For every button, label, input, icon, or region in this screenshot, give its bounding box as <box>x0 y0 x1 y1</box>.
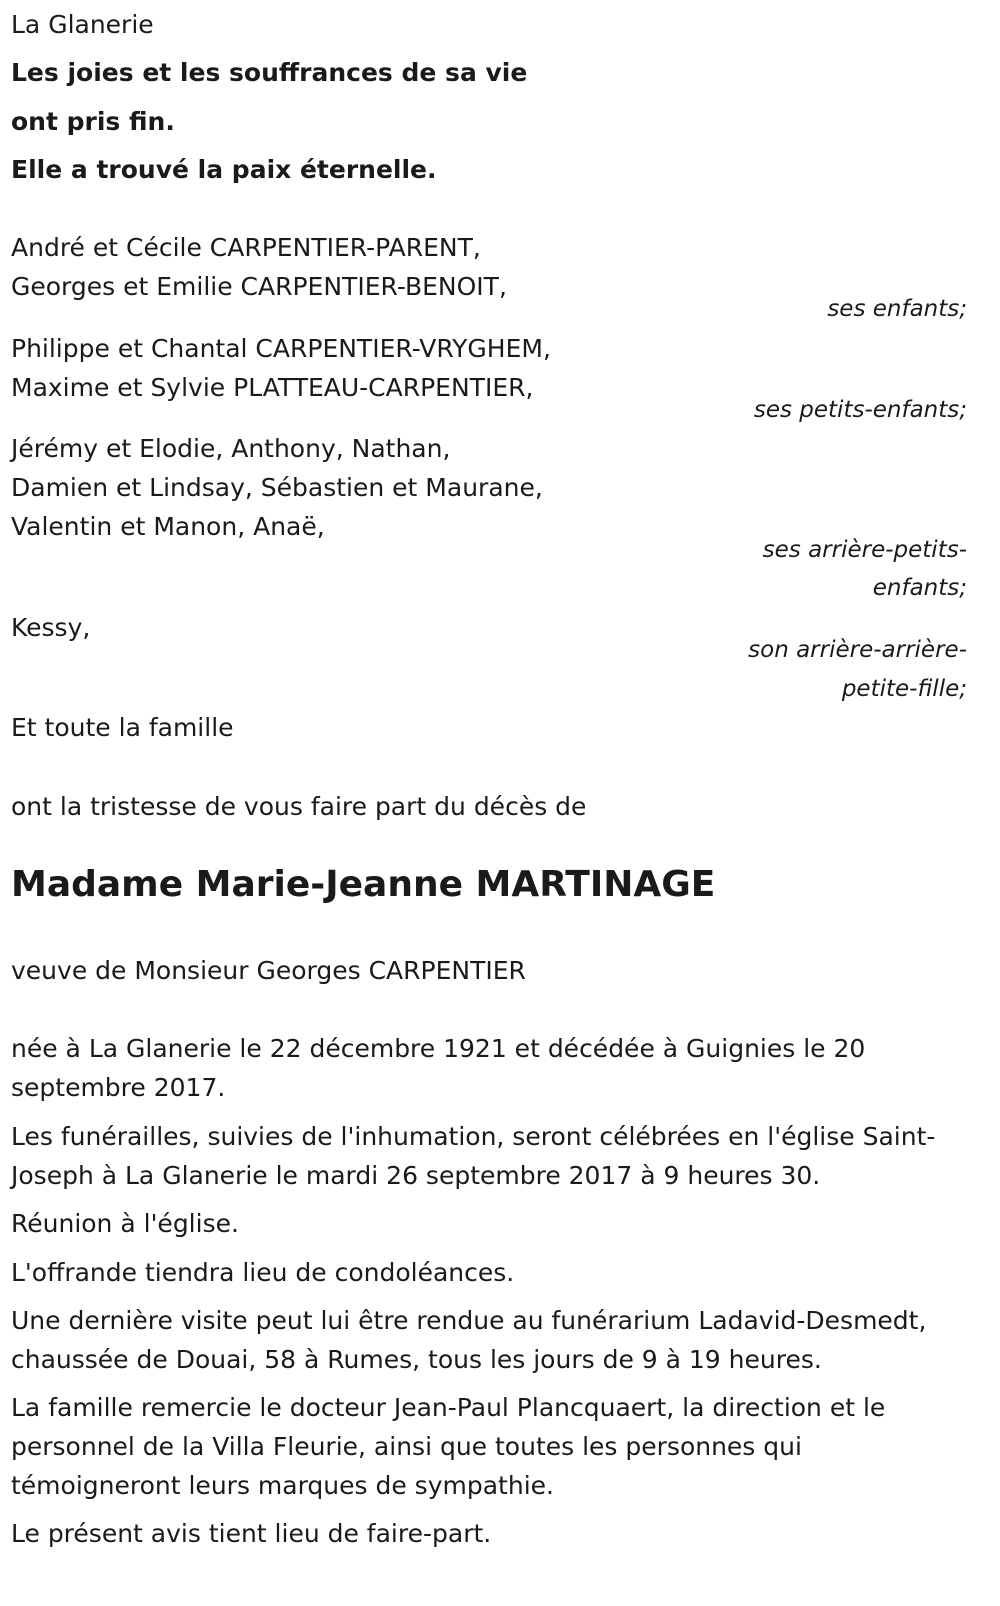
verse-line: Les joies et les souffrances de sa vie <box>11 58 528 87</box>
deceased-name: Madame Marie-Jeanne MARTINAGE <box>11 864 716 905</box>
family-closing: Et toute la famille <box>11 713 234 742</box>
detail-line: personnel de la Villa Fleurie, ainsi que toutes les personnes qui <box>11 1432 802 1461</box>
detail-line: chaussée de Douai, 58 à Rumes, tous les jours de 9 à 19 heures. <box>11 1345 822 1374</box>
family-member-line: Philippe et Chantal CARPENTIER-VRYGHEM, <box>11 334 551 363</box>
detail-line: Joseph à La Glanerie le mardi 26 septembre 2017 à 9 heures 30. <box>11 1161 821 1190</box>
detail-line: La famille remercie le docteur Jean-Paul Plancquaert, la direction et le <box>11 1393 886 1422</box>
family-member-line: André et Cécile CARPENTIER-PARENT, <box>11 233 481 262</box>
relation-label: ses enfants; <box>827 296 967 322</box>
place-heading: La Glanerie <box>11 10 154 39</box>
verse-line: ont pris fin. <box>11 107 175 136</box>
detail-line: Une dernière visite peut lui être rendue au funérarium Ladavid-Desmedt, <box>11 1306 927 1335</box>
detail-line: Les funérailles, suivies de l'inhumation, seront célébrées en l'église Saint- <box>11 1122 936 1151</box>
detail-line: septembre 2017. <box>11 1073 226 1102</box>
family-member-line: Georges et Emilie CARPENTIER-BENOIT, <box>11 272 507 301</box>
relation-label: ses arrière-petits- <box>762 537 967 563</box>
relation-label: son arrière-arrière- <box>748 637 967 663</box>
family-member-line: Valentin et Manon, Anaë, <box>11 512 325 541</box>
family-member-line: Kessy, <box>11 613 91 642</box>
relation-label: ses petits-enfants; <box>753 397 967 423</box>
announcement-intro: ont la tristesse de vous faire part du décès de <box>11 792 587 821</box>
detail-line: Le présent avis tient lieu de faire-part. <box>11 1519 492 1548</box>
family-member-line: Maxime et Sylvie PLATTEAU-CARPENTIER, <box>11 373 534 402</box>
detail-line: née à La Glanerie le 22 décembre 1921 et décédée à Guignies le 20 <box>11 1034 866 1063</box>
relation-label: enfants; <box>872 575 967 601</box>
family-member-line: Damien et Lindsay, Sébastien et Maurane, <box>11 473 543 502</box>
detail-line: témoigneront leurs marques de sympathie. <box>11 1471 554 1500</box>
detail-line: L'offrande tiendra lieu de condoléances. <box>11 1258 515 1287</box>
verse-line: Elle a trouvé la paix éternelle. <box>11 155 437 184</box>
widow-of-line: veuve de Monsieur Georges CARPENTIER <box>11 956 526 985</box>
family-member-line: Jérémy et Elodie, Anthony, Nathan, <box>11 434 451 463</box>
detail-line: Réunion à l'église. <box>11 1209 239 1238</box>
relation-label: petite-fille; <box>841 676 967 702</box>
